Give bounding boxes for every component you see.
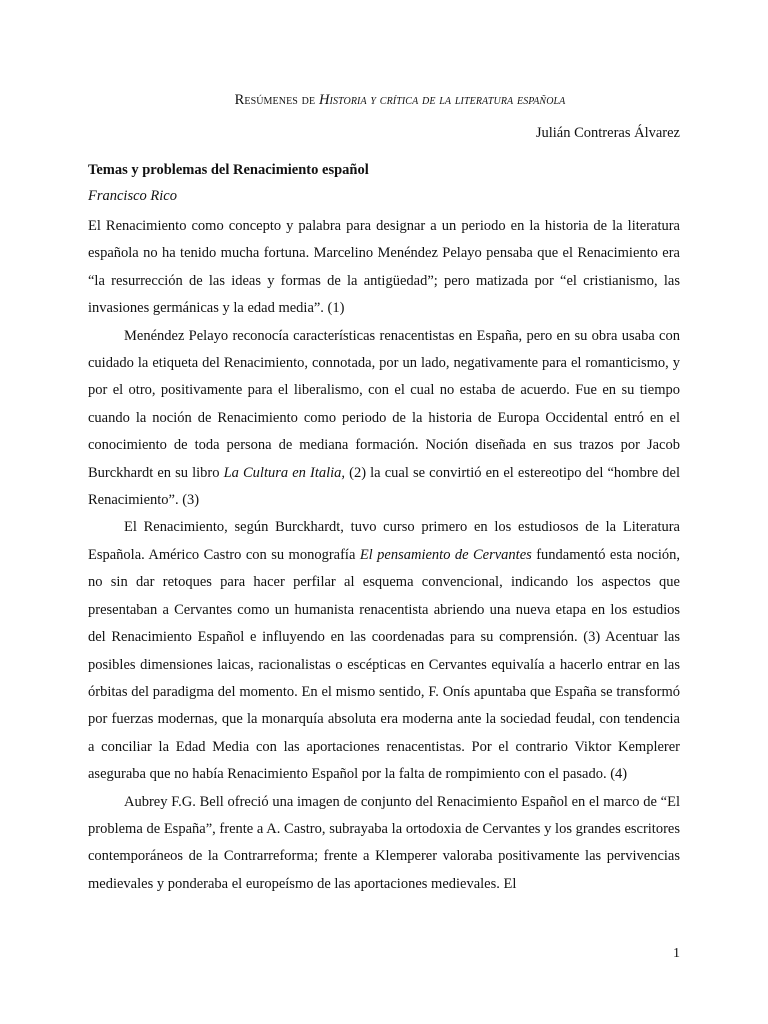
document-author: Julián Contreras Álvarez <box>535 125 680 141</box>
paragraph-3-book-title: El pensamiento de Cervantes <box>359 546 532 563</box>
paragraph-2-book-title: La Cultura en Italia, <box>223 464 346 481</box>
paragraph-2-text-a: Menéndez Pelayo reconocía características renacentistas en España, pero en su obra usaba con cuidado la etiqueta del Renacimiento, connotada, por un lado, negativamente para el romanticismo, y por el otro, positivamente para el liberalismo, con el cual no estaba de acuerdo. Fue en su tiempo cuando la noción de Renacimiento como periodo de la historia de Europa Occidental entró en el conocimiento de toda persona de mediana formación. Noción diseñada en sus trazos por Jacob Burckhardt en su libro <box>88 327 680 481</box>
paragraph-2 <box>88 323 680 515</box>
paragraph-4: Aubrey F.G. Bell ofreció una imagen de conjunto del Renacimiento Español en el marco de “El problema de España”, frente a A. Castro, subrayaba la ortodoxia de Cervantes y los grandes escritores contemporáneos de la Contrarreforma; frente a Klemperer valoraba positivamente las pervivencias medievales y ponderaba el europeísmo de las aportaciones medievales. El <box>88 793 680 892</box>
paragraph-3-text-a: El Renacimiento, según Burckhardt, tuvo curso primero en los estudiosos de la Literatura Española. Américo Castro con su monografía <box>88 519 680 563</box>
body-text <box>88 213 680 898</box>
section-author: Francisco Rico <box>88 188 177 204</box>
document-title <box>0 92 768 109</box>
paragraph-1: El Renacimiento como concepto y palabra para designar a un periodo en la historia de la literatura española no ha tenido mucha fortuna. Marcelino Menéndez Pelayo pensaba que el Renacimiento era “la resurrección de las ideas y formas de la antigüedad”; pero matizada por “el cristianismo, las invasiones germánicas y la edad media”. (1) <box>88 218 680 317</box>
paragraph-3 <box>88 514 680 788</box>
document-title-book: Historia y crítica de la literatura española <box>318 92 566 108</box>
paragraph-3-text-b: fundamentó esta noción, no sin dar retoques para hacer perfilar al esquema convencional, indicando los aspectos que presentaban a Cervantes como un humanista renacentista abriendo una nueva etapa en los estudios del Renacimiento Español e influyendo en las coordenadas para su comprensión. (3) Acentuar las posibles dimensiones laicas, racionalistas o escépticas en Cervantes equivalía a hacerlo entrar en las órbitas del paradigma del momento. En el mismo sentido, F. Onís apuntaba que España se transformó por fuerzas modernas, que la monarquía absoluta era moderna ante la sociedad feudal, con tendencia a conciliar la Edad Media con las aportaciones renacentistas. Por el contrario Viktor Kemplerer aseguraba que no había Renacimiento Español por la falta de rompimiento con el pasado. (4) <box>88 546 680 783</box>
page-number: 1 <box>673 946 680 961</box>
document-title-prefix: Resúmenes de <box>234 92 319 108</box>
section-heading: Temas y problemas del Renacimiento español <box>88 162 369 178</box>
paragraph-2-text-b: (2) la cual se convirtió en el estereotipo del “hombre del Renacimiento”. (3) <box>88 464 680 509</box>
